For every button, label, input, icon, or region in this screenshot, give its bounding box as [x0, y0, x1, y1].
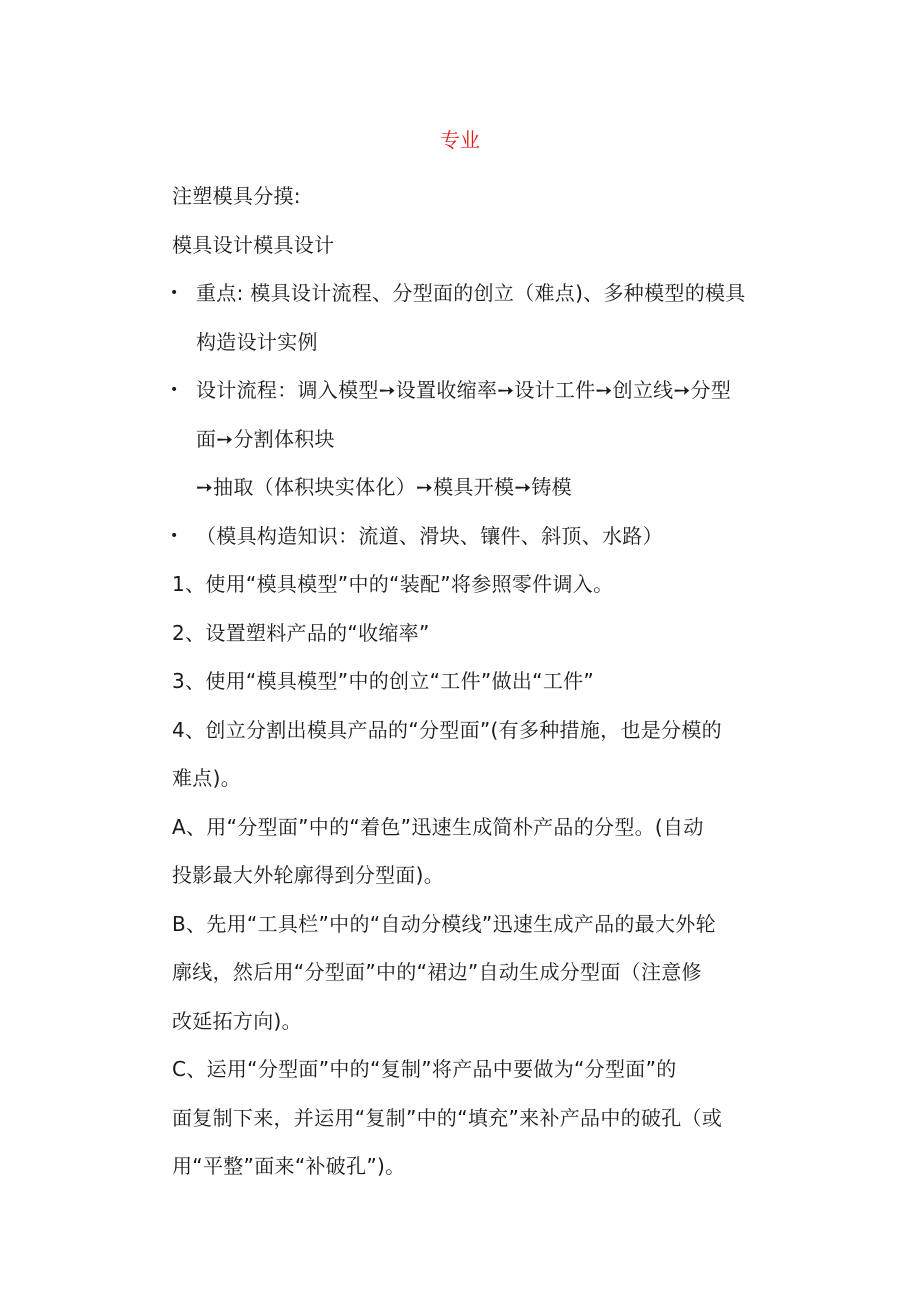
text-line: 面复制下来，并运用“复制”中的“填充”来补产品中的破孔（或: [172, 1105, 723, 1130]
bullet-item: [172, 512, 784, 561]
text-line: 面➙分割体积块: [196, 426, 335, 451]
text-line: 难点)。: [172, 766, 242, 790]
bullet-text: 重点: 模具设计流程、分型面的创立（难点)、多种模型的模具: [196, 281, 746, 305]
bullet-icon: •: [170, 382, 179, 398]
text-line: 构造设计实例: [196, 329, 318, 354]
text-line: 注塑模具分摸:: [172, 184, 301, 208]
text-line: 4、创立分割出模具产品的“分型面”(有多种措施，也是分模的: [172, 717, 722, 742]
text-line: B、先用“工具栏”中的“自动分模线”迅速生成产品的最大外轮: [172, 911, 716, 936]
bullet-item: [172, 366, 784, 415]
bullet-icon: •: [170, 285, 179, 301]
text-line: 2、设置塑料产品的“收缩率”: [172, 620, 430, 645]
text-line: A、用“分型面”中的“着色”迅速生成简朴产品的分型。(自动: [172, 814, 704, 839]
text-line: 投影最大外轮廓得到分型面)。: [172, 863, 445, 887]
document-body: [172, 172, 784, 1191]
text-line: 廓线，然后用“分型面”中的“裙边”自动生成分型面（注意修: [172, 960, 702, 984]
bullet-text: （模具构造知识：流道、滑块、镶件、斜顶、水路）: [196, 523, 663, 548]
page-header: 专业: [440, 128, 480, 152]
text-line: 改延拓方向)。: [172, 1008, 302, 1033]
text-line: 模具设计模具设计: [172, 232, 335, 257]
text-line: 1、使用“模具模型”中的“装配”将参照零件调入。: [172, 572, 614, 596]
text-line: ➙抽取（体积块实体化）➙模具开模➙铸模: [196, 475, 572, 499]
bullet-icon: •: [170, 527, 179, 544]
text-line: 用“平整”面来“补破孔”)。: [172, 1154, 406, 1178]
bullet-item: [172, 269, 784, 318]
text-line: 3、使用“模具模型”中的创立“工件”做出“工件”: [172, 669, 595, 693]
bullet-text: 设计流程：调入模型➙设置收缩率➙设计工件➙创立线➙分型: [196, 378, 732, 402]
text-line: C、运用“分型面”中的“复制”将产品中要做为“分型面”的: [172, 1057, 677, 1081]
